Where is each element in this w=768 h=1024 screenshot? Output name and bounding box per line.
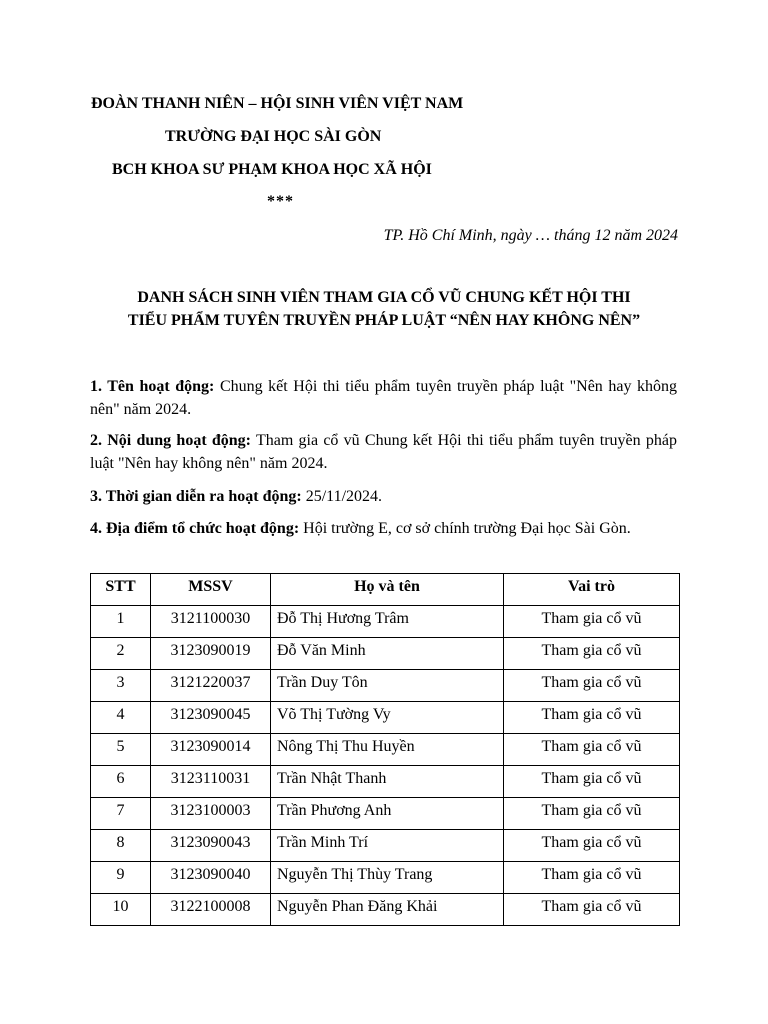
table-row (91, 766, 680, 798)
cell-name: Nguyễn Thị Thùy Trang (271, 862, 504, 894)
table-row (91, 702, 680, 734)
cell-mssv: 3123100003 (151, 798, 271, 830)
cell-name: Nguyễn Phan Đăng Khải (271, 894, 504, 926)
cell-name: Trần Phương Anh (271, 798, 504, 830)
student-list-table (90, 573, 680, 926)
table-row (91, 798, 680, 830)
section-label: 2. Nội dung hoạt động: (90, 432, 252, 449)
cell-mssv: 3123090045 (151, 702, 271, 734)
cell-name: Trần Duy Tôn (271, 670, 504, 702)
cell-stt: 6 (91, 766, 151, 798)
cell-stt: 10 (91, 894, 151, 926)
org-header-line-1: ĐOÀN THANH NIÊN – HỘI SINH VIÊN VIỆT NAM (91, 95, 464, 112)
org-header-line-2: TRƯỜNG ĐẠI HỌC SÀI GÒN (165, 128, 382, 145)
section-text: Tham gia cổ vũ Chung kết Hội thi tiểu phẩm tuyên truyền pháp luật "Nên hay không nên" năm 2024. (90, 432, 677, 472)
cell-stt: 4 (91, 702, 151, 734)
column-header-stt: STT (91, 574, 151, 606)
table-row (91, 606, 680, 638)
column-header-name: Họ và tên (271, 574, 504, 606)
cell-stt: 5 (91, 734, 151, 766)
cell-name: Võ Thị Tường Vy (271, 702, 504, 734)
section-label: 4. Địa điểm tổ chức hoạt động: (90, 520, 300, 537)
table-row (91, 734, 680, 766)
cell-mssv: 3123110031 (151, 766, 271, 798)
document-title-line-2: TIỂU PHẨM TUYÊN TRUYỀN PHÁP LUẬT “NÊN HAY KHÔNG NÊN” (127, 312, 641, 329)
table-row (91, 894, 680, 926)
cell-name: Trần Minh Trí (271, 830, 504, 862)
cell-stt: 1 (91, 606, 151, 638)
section-text: Hội trường E, cơ sở chính trường Đại học Sài Gòn. (299, 520, 631, 537)
table-row (91, 830, 680, 862)
cell-stt: 8 (91, 830, 151, 862)
cell-stt: 2 (91, 638, 151, 670)
cell-mssv: 3122100008 (151, 894, 271, 926)
cell-mssv: 3123090040 (151, 862, 271, 894)
cell-role: Tham gia cổ vũ (504, 670, 680, 702)
cell-mssv: 3123090014 (151, 734, 271, 766)
section-activity-time (90, 485, 677, 508)
dateline: TP. Hồ Chí Minh, ngày … tháng 12 năm 2024 (383, 227, 678, 244)
cell-role: Tham gia cổ vũ (504, 766, 680, 798)
table-row (91, 862, 680, 894)
column-header-role: Vai trò (504, 574, 680, 606)
cell-mssv: 3121220037 (151, 670, 271, 702)
column-header-mssv: MSSV (151, 574, 271, 606)
cell-mssv: 3123090043 (151, 830, 271, 862)
document-title-line-1: DANH SÁCH SINH VIÊN THAM GIA CỔ VŨ CHUNG KẾT HỘI THI (137, 289, 631, 306)
cell-role: Tham gia cổ vũ (504, 734, 680, 766)
cell-stt: 3 (91, 670, 151, 702)
cell-stt: 7 (91, 798, 151, 830)
section-activity-location (90, 517, 677, 540)
cell-role: Tham gia cổ vũ (504, 798, 680, 830)
header-separator: *** (267, 193, 294, 210)
cell-role: Tham gia cổ vũ (504, 894, 680, 926)
cell-role: Tham gia cổ vũ (504, 830, 680, 862)
table-header-row (91, 574, 680, 606)
cell-role: Tham gia cổ vũ (504, 606, 680, 638)
section-text: 25/11/2024. (301, 488, 383, 505)
org-header-line-3: BCH KHOA SƯ PHẠM KHOA HỌC XÃ HỘI (112, 161, 432, 178)
section-text: Chung kết Hội thi tiểu phẩm tuyên truyền pháp luật "Nên hay không nên" năm 2024. (90, 378, 678, 418)
section-label: 3. Thời gian diễn ra hoạt động: (90, 488, 302, 505)
cell-name: Trần Nhật Thanh (271, 766, 504, 798)
cell-role: Tham gia cổ vũ (504, 702, 680, 734)
section-activity-content (90, 429, 677, 475)
table-row (91, 638, 680, 670)
cell-name: Nông Thị Thu Huyền (271, 734, 504, 766)
cell-name: Đỗ Thị Hương Trâm (271, 606, 504, 638)
cell-role: Tham gia cổ vũ (504, 862, 680, 894)
cell-name: Đỗ Văn Minh (271, 638, 504, 670)
table-row (91, 670, 680, 702)
cell-mssv: 3123090019 (151, 638, 271, 670)
section-label: 1. Tên hoạt động: (90, 378, 215, 395)
cell-role: Tham gia cổ vũ (504, 638, 680, 670)
cell-mssv: 3121100030 (151, 606, 271, 638)
cell-stt: 9 (91, 862, 151, 894)
section-activity-name (90, 375, 677, 421)
